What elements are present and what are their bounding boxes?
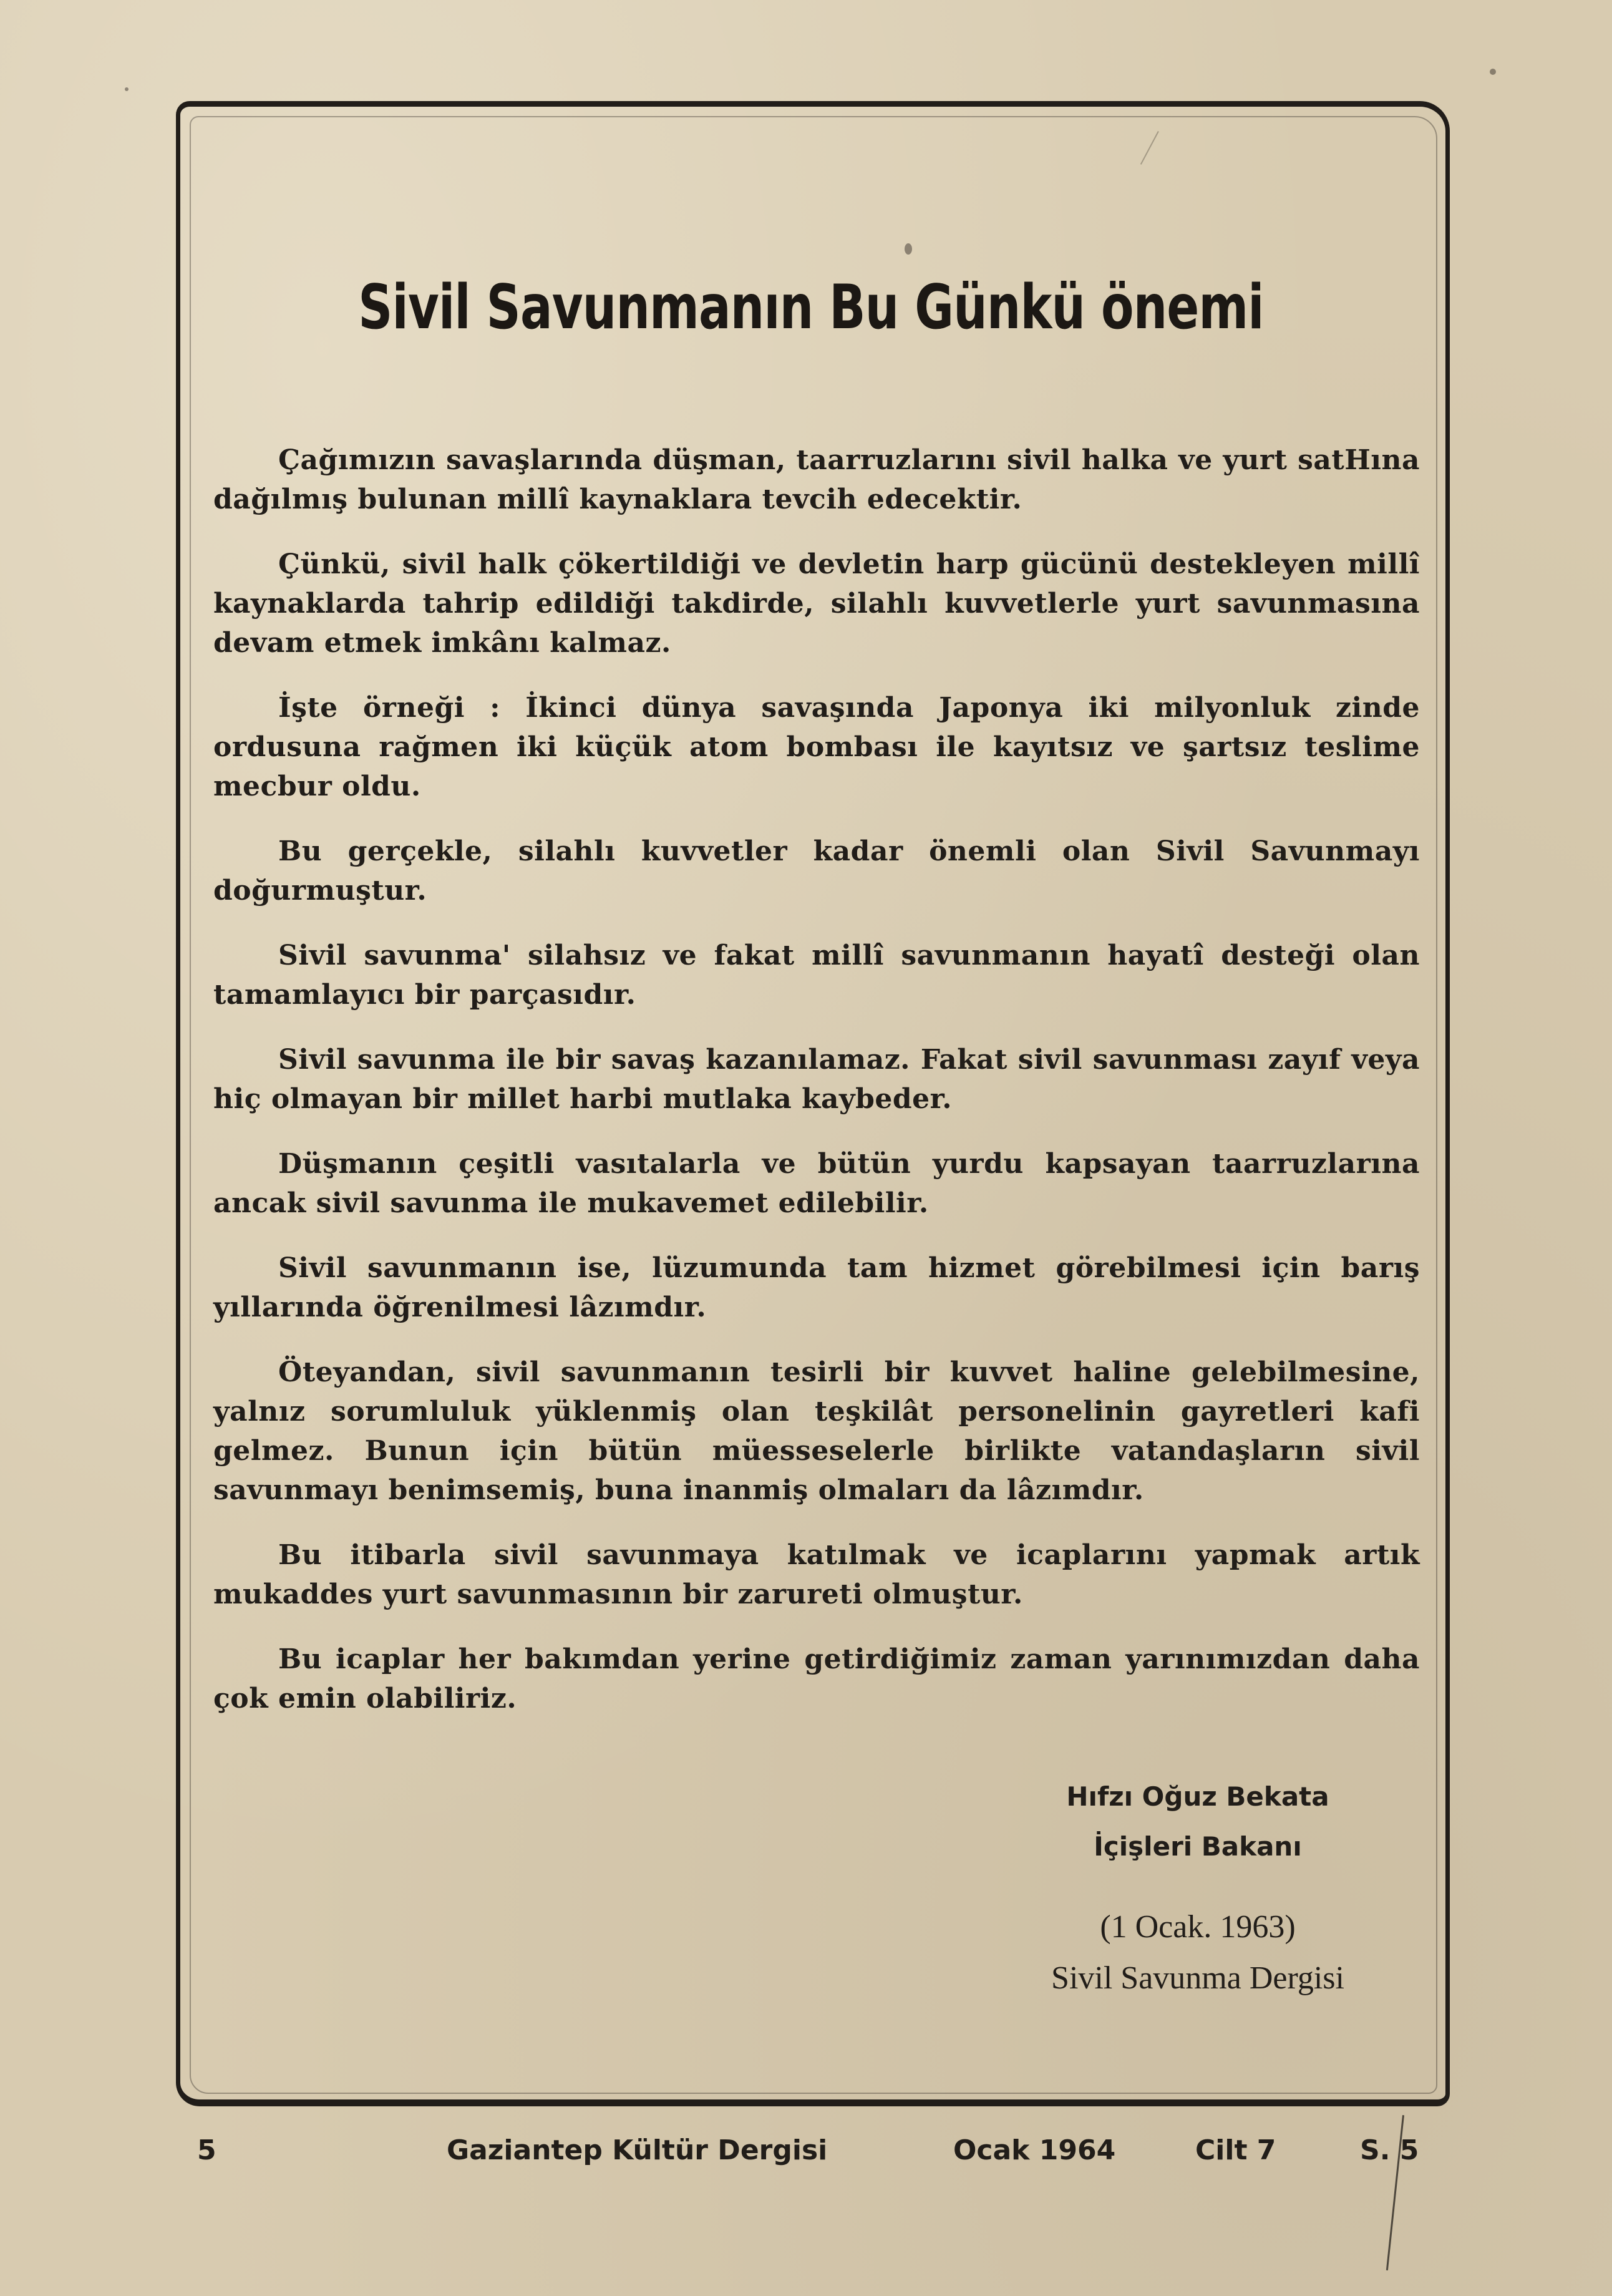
article-body <box>213 440 1420 1744</box>
paragraph: Düşmanın çeşitli vasıtalarla ve bütün yurdu kapsayan taarruzlarına ancak sivil savunma ile mukavemet edilebilir. <box>213 1148 1420 1219</box>
magazine-name: Gaziantep Kültür Dergisi <box>447 2134 828 2166</box>
issue-date: Ocak 1964 <box>953 2134 1116 2166</box>
paragraph: Çünkü, sivil halk çökertildiği ve devletin harp gücünü destekleyen millî kaynaklarda tahrip edildiği takdirde, silahlı kuvvetlerle yurt savunmasına devam etmek imkânı kalmaz. <box>213 548 1420 659</box>
paragraph: Sivil savunma' silahsız ve fakat millî savunmanın hayatî desteği olan tamamlayıcı bir parçasıdır. <box>213 940 1420 1011</box>
issue-number: S. 5 <box>1360 2134 1419 2166</box>
paragraph: Sivil savunmanın ise, lüzumunda tam hizmet görebilmesi için barış yıllarında öğrenilmesi lâzımdır. <box>213 1252 1420 1323</box>
paragraph: Bu icaplar her bakımdan yerine getirdiğimiz zaman yarınımızdan daha çok emin olabiliriz. <box>213 1643 1420 1715</box>
volume-number: Cilt 7 <box>1195 2134 1276 2166</box>
paragraph: Bu itibarla sivil savunmaya katılmak ve icaplarını yapmak artık mukaddes yurt savunmasının bir zarureti olmuştur. <box>213 1539 1420 1610</box>
author-name: Hıfzı Oğuz Bekata <box>1066 1781 1329 1812</box>
source-publication: Sivil Savunma Dergisi <box>1051 1960 1344 1996</box>
paper-speck <box>125 87 129 91</box>
paper-speck <box>1490 69 1496 75</box>
page-number: 5 <box>197 2134 216 2166</box>
paragraph: Sivil savunma ile bir savaş kazanılamaz. Fakat sivil savunması zayıf veya hiç olmayan bir millet harbi mutlaka kaybeder. <box>213 1044 1420 1115</box>
source-date: (1 Ocak. 1963) <box>1100 1909 1296 1945</box>
paragraph: Bu gerçekle, silahlı kuvvetler kadar önemli olan Sivil Savunmayı doğurmuştur. <box>213 835 1420 907</box>
paragraph: Öteyandan, sivil savunmanın tesirli bir kuvvet haline gelebilmesine, yalnız sorumluluk yüklenmiş olan teşkilât personelinin gayretleri kafi gelmez. Bunun için bütün müesseselerle birlikte vatandaşların sivil savunmayı benimsemiş, buna inanmiş olmaları da lâzımdır. <box>213 1356 1420 1506</box>
page-footer <box>0 2129 1612 2172</box>
signature-block <box>967 1772 1429 2004</box>
paper-speck <box>905 243 912 255</box>
paragraph: İşte örneği : İkinci dünya savaşında Japonya iki milyonluk zinde ordusuna rağmen iki küçük atom bombası ile kayıtsız ve şartsız teslime mecbur oldu. <box>213 692 1420 802</box>
article-title: Sivil Savunmanın Bu Günkü önemi <box>358 272 1264 343</box>
paragraph: Çağımızın savaşlarında düşman, taarruzlarını sivil halka ve yurt satHına dağılmış bulunan millî kaynaklara tevcih edecektir. <box>213 444 1420 515</box>
author-title: İçişleri Bakanı <box>1094 1831 1302 1862</box>
